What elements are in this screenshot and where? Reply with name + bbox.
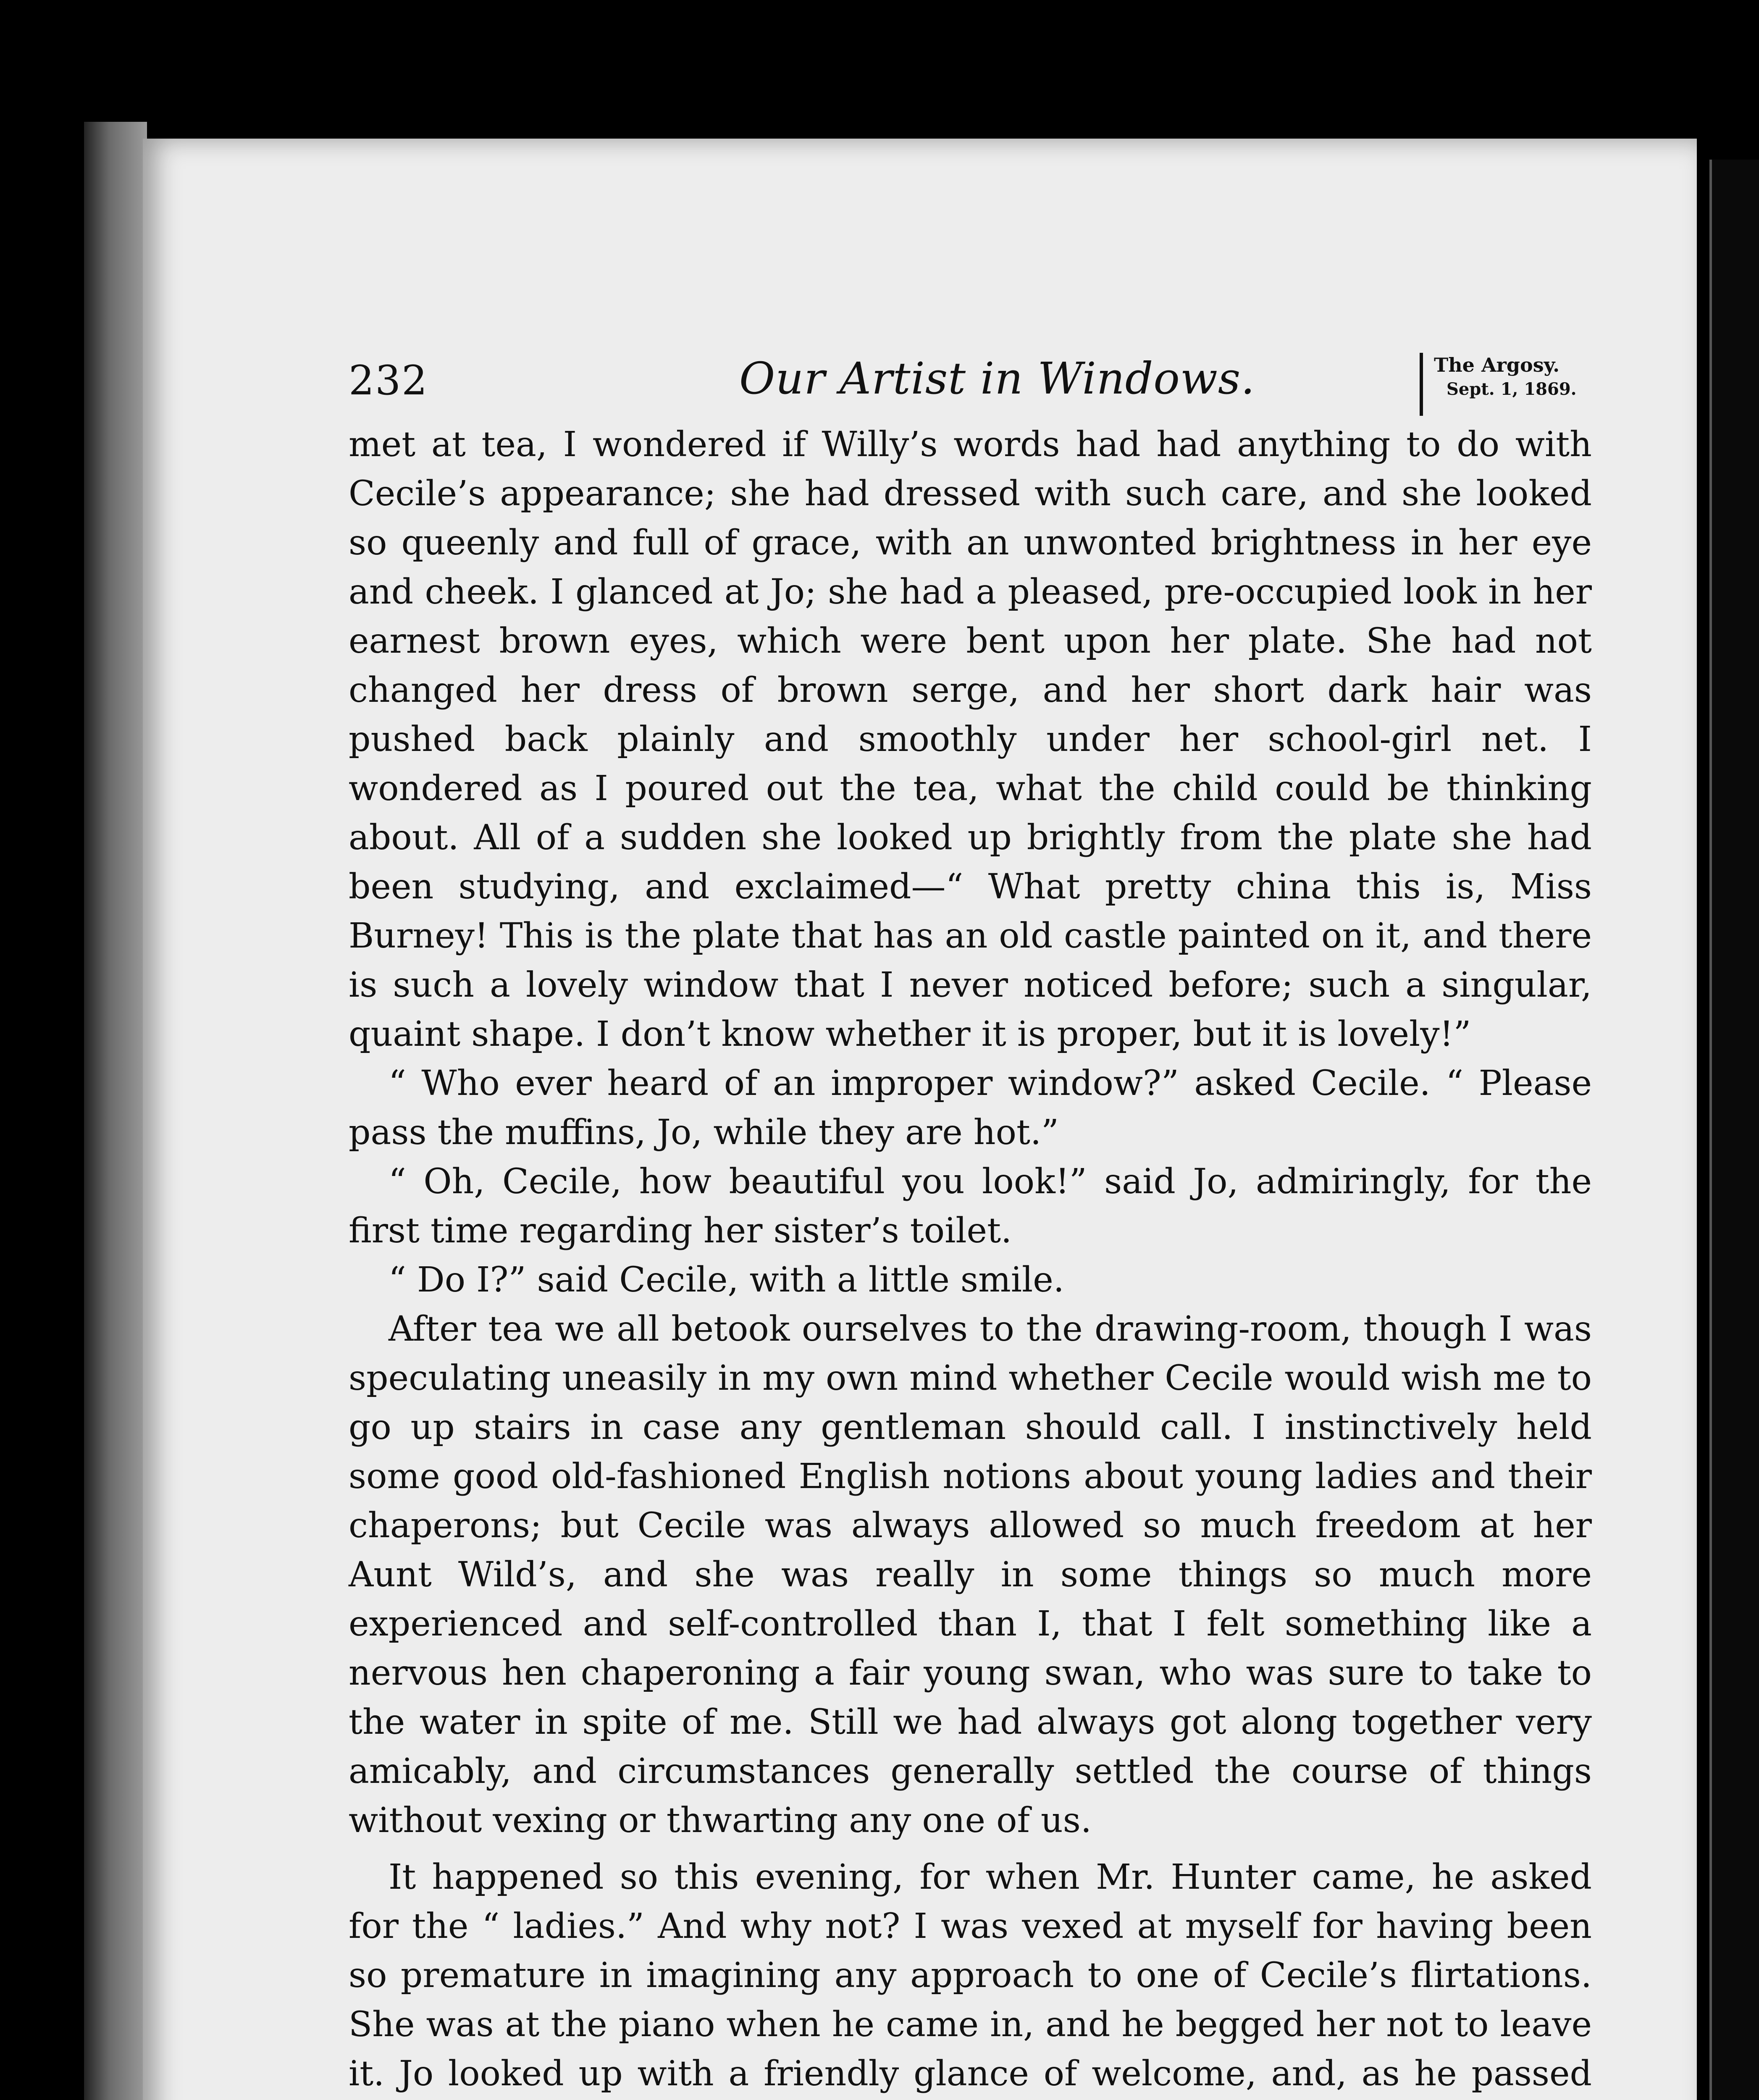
running-title: Our Artist in Windows. — [739, 353, 1255, 404]
page-number: 232 — [349, 357, 428, 404]
periodical-citation — [1420, 353, 1610, 416]
running-head — [349, 353, 1592, 428]
periodical-date: Sept. 1, 1869. — [1447, 379, 1577, 399]
adjacent-page-edge — [1709, 160, 1759, 2100]
paragraph: met at tea, I wondered if Willy’s words had had anything to do with Cecile’s appearance; she had dressed with such care, and she looked so queenly and full of grace, with an unwonted brightness in her eye and cheek. I glanced at Jo; she had a pleased, pre-occupied look in her earnest brown eyes, which were bent upon her plate. She had not changed her dress of brown serge, and her short dark hair was pushed back plainly and smoothly under her school-girl net. I wondered as I poured out the tea, what the child could be thinking about. All of a sudden she looked up brightly from the plate she had been studying, and exclaimed—“ What pretty china this is, Miss Burney! This is the plate that has an old castle painted on it, and there is such a lovely window that I never noticed before; such a singular, quaint shape. I don’t know whether it is proper, but it is lovely!” — [349, 425, 1592, 1054]
paragraph: After tea we all betook ourselves to the drawing-room, though I was speculating uneasily in my own mind whether Cecile would wish me to go up stairs in case any gentleman should call. I instinctively held some good old-fashioned English notions about young ladies and their chaperons; but Cecile was always allowed so much freedom at her Aunt Wild’s, and she was really in some things so much more experienced and self-controlled than I, that I felt something like a nervous hen chaperoning a fair young swan, who was sure to take to the water in spite of me. Still we had always got along together very amicably, and circumstances generally settled the course of things without vexing or thwarting any one of us. — [349, 1309, 1592, 1840]
paragraph: It happened so this evening, for when Mr. Hunter came, he asked for the “ ladies.” And why not? I was vexed at myself for having been so premature in imagining any approach to one of Cecile’s flirtations. She was at the piano when he came in, and he begged her not to leave it. Jo looked up with a friendly glance of welcome, and, as he passed — [349, 1857, 1592, 2094]
paragraph: “ Do I?” said Cecile, with a little smile. — [389, 1260, 1064, 1300]
paragraph: “ Who ever heard of an improper window?” asked Cecile. “ Please pass the muffins, Jo, while they are hot.” — [349, 1063, 1592, 1152]
periodical-name: The Argosy. — [1434, 354, 1560, 376]
paragraph: “ Oh, Cecile, how beautiful you look!” said Jo, admiringly, for the first time regarding her sister’s toilet. — [349, 1162, 1592, 1251]
body-text — [349, 420, 1592, 2100]
page-gutter-shadow — [84, 122, 147, 2100]
